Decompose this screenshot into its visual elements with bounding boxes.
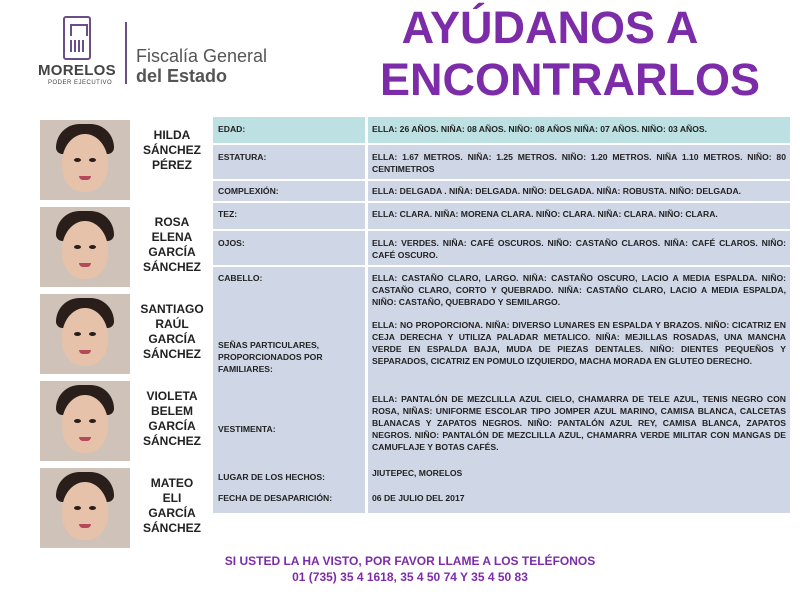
column-divider — [365, 117, 368, 513]
name-line: GARCÍA — [148, 245, 196, 259]
name-line: GARCÍA — [148, 332, 196, 346]
detail-value: ELLA: 26 AÑOS. NIÑA: 08 AÑOS. NIÑO: 08 AÑOS NIÑA: 07 AÑOS. NIÑO: 03 AÑOS. — [372, 124, 708, 134]
name-line: VIOLETA — [146, 389, 198, 403]
name-line: SÁNCHEZ — [142, 521, 201, 535]
detail-label: EDAD: — [218, 124, 246, 134]
detail-value: ELLA: NO PROPORCIONA. NIÑA: DIVERSO LUNARES EN ESPALDA Y BRAZOS. NIÑO: CICATRIZ EN CEJA DERECHA Y UTILIZA PALADAR METALICO. NIÑA: MEJILLAS ROSADAS, UNA MANCHA VERDE EN ESPALDA BAJA, MUDA DE PIEZAS DENTALES. NIÑO: DIENTES PEQUEÑOS Y SEPARADOS, CICATRIZ EN POMULO IZQUIERDO, MACHA MORADA EN GLUTEO DERECHO. — [372, 320, 786, 366]
detail-label: LUGAR DE LOS HECHOS: — [218, 472, 325, 482]
person-name — [134, 128, 210, 173]
name-line: ROSA — [154, 215, 190, 229]
name-line: ELI — [162, 491, 182, 505]
name-line: MATEO — [150, 476, 194, 490]
name-line: GARCÍA — [148, 419, 196, 433]
person-name — [134, 389, 210, 449]
detail-value: ELLA: PANTALÓN DE MEZCLILLA AZUL CIELO, CHAMARRA DE TELE AZUL, TENIS NEGRO CON ROSA, NIÑAS: UNIFORME ESCOLAR TIPO JOMPER AZUL MARINO, CAMISA BLANCA, CALCETAS BLANACAS Y ZAPATOS NEGROS. NIÑO: PANTALÓN AZUL REY, CAMISA BLANCA, ZAPATOS NEGROS. NIÑO: PANTALÓN DE MEZCLILLA AZUL, CHAMARRA VERDE MILITAR CON MANGAS DE CAMUFLAJE Y BOTAS CAFÉS. — [372, 394, 786, 452]
detail-label: COMPLEXIÓN: — [218, 186, 279, 196]
name-line: SÁNCHEZ — [142, 260, 201, 274]
detail-value: ELLA: VERDES. NIÑA: CAFÉ OSCUROS. NIÑO: CASTAÑO CLAROS. NIÑA: CAFÉ CLAROS. NIÑO: CAFÉ OSCURO. — [372, 238, 786, 260]
morelos-seal-icon — [63, 16, 91, 60]
detail-label: TEZ: — [218, 209, 238, 219]
detail-value: ELLA: CLARA. NIÑA: MORENA CLARA. NIÑO: CLARA. NIÑA: CLARA. NIÑO: CLARA. — [372, 209, 718, 219]
contact-footer — [0, 553, 800, 585]
detail-value: ELLA: 1.67 METROS. NIÑA: 1.25 METROS. NIÑO: 1.20 METROS. NIÑA 1.10 METROS. NIÑO: 80 CENTIMETROS — [372, 152, 786, 174]
detail-value: 06 DE JULIO DEL 2017 — [372, 493, 465, 503]
person-photo — [40, 294, 130, 374]
person-photo — [40, 468, 130, 548]
person-photo — [40, 207, 130, 287]
detail-value: ELLA: DELGADA . NIÑA: DELGADA. NIÑO: DELGADA. NIÑA: ROBUSTA. NIÑO: DELGADA. — [372, 186, 742, 196]
org-name-line2: del Estado — [136, 66, 228, 86]
headline-line2: ENCONTRARLOS — [380, 54, 760, 105]
detail-label: FECHA DE DESAPARICIÓN: — [218, 493, 333, 503]
person-name — [134, 215, 210, 275]
headline — [380, 2, 760, 106]
name-line: SÁNCHEZ — [142, 434, 201, 448]
logo-divider — [125, 22, 127, 84]
logo-state-name: MORELOS — [38, 62, 116, 79]
person-photo — [40, 120, 130, 200]
detail-value: ELLA: CASTAÑO CLARO, LARGO. NIÑA: CASTAÑO OSCURO, LACIO A MEDIA ESPALDA. NIÑO: CASTAÑO CLARO, CORTO Y QUEBRADO. NIÑA: CASTAÑO CLARO, LACIO A MEDIA ESPALDA, NIÑO: CASTAÑO, QUEBRADO Y SEMILARGO. — [372, 273, 786, 307]
name-line: SÁNCHEZ — [142, 347, 201, 361]
name-line: BELEM — [151, 404, 193, 418]
name-line: SÁNCHEZ — [142, 143, 201, 157]
detail-label: OJOS: — [218, 238, 245, 248]
person-name — [134, 476, 210, 536]
person-name — [134, 302, 210, 362]
name-line: PÉREZ — [151, 158, 192, 172]
name-line: HILDA — [153, 128, 191, 142]
headline-line1: AYÚDANOS A — [401, 2, 699, 53]
fiscalia-logo — [38, 14, 288, 96]
logo-subtitle: PODER EJECUTIVO — [48, 80, 113, 86]
name-line: GARCÍA — [148, 506, 196, 520]
name-line: RAÚL — [155, 317, 189, 331]
detail-label: CABELLO: — [218, 273, 263, 283]
name-line: ELENA — [151, 230, 193, 244]
name-line: SANTIAGO — [140, 302, 204, 316]
detail-label: VESTIMENTA: — [218, 424, 276, 434]
org-name-line1: Fiscalía General — [136, 46, 268, 66]
details-table — [213, 117, 790, 513]
detail-value: JIUTEPEC, MORELOS — [372, 468, 463, 478]
footer-line1: SI USTED LA HA VISTO, POR FAVOR LLAME A LOS TELÉFONOS — [224, 554, 596, 568]
detail-label: ESTATURA: — [218, 152, 267, 162]
person-photo — [40, 381, 130, 461]
footer-phones: 01 (735) 35 4 1618, 35 4 50 74 Y 35 4 50 83 — [292, 570, 528, 584]
detail-label: SEÑAS PARTICULARES, PROPORCIONADOS POR FAMILIARES: — [218, 340, 323, 374]
